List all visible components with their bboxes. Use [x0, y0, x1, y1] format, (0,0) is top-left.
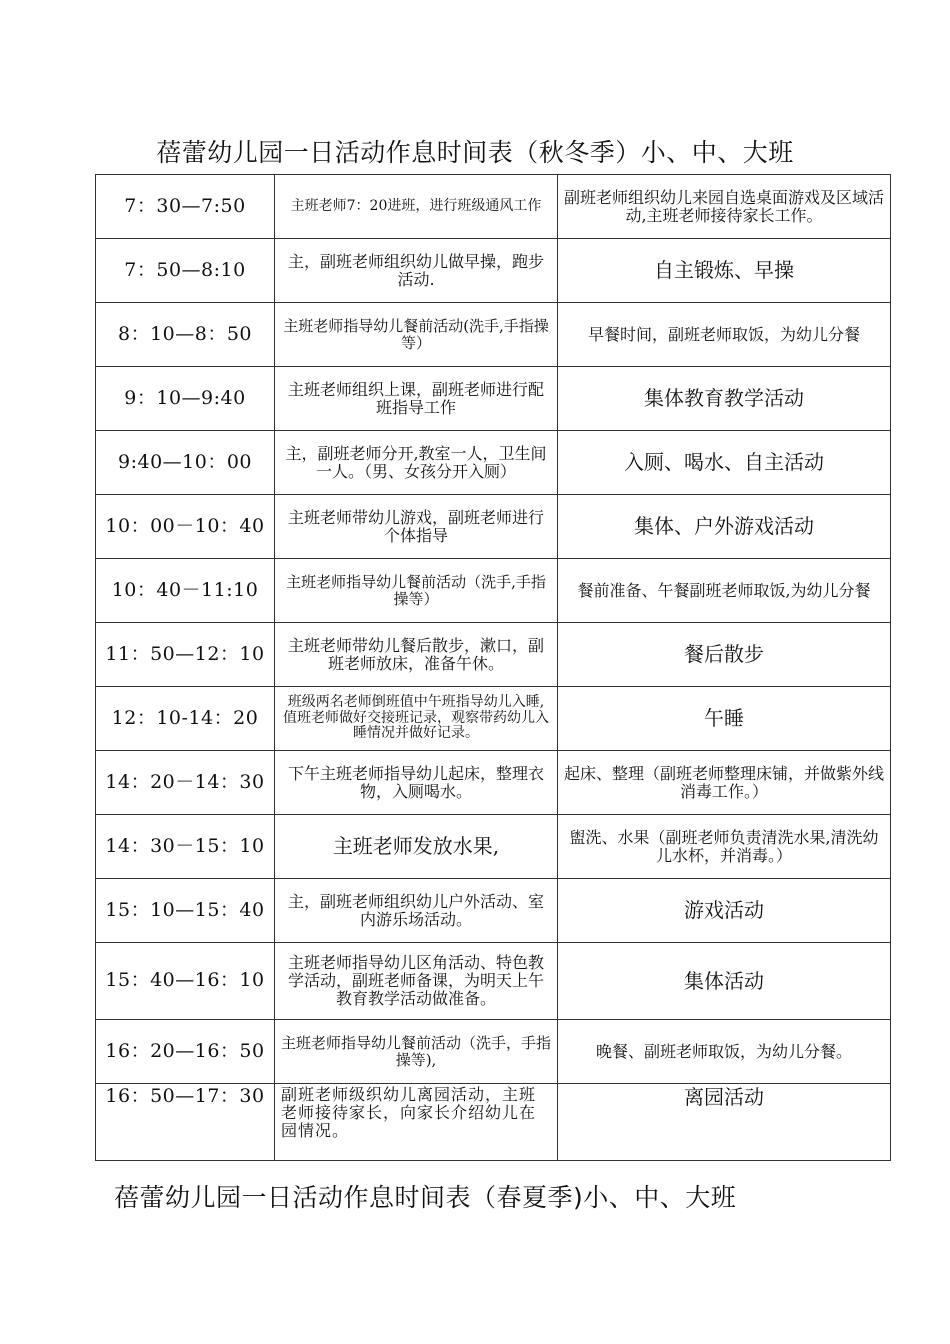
activity-cell: 集体、户外游戏活动 [558, 495, 891, 559]
main-teacher-cell: 主班老师指导幼儿餐前活动（洗手,手指操等） [275, 559, 558, 623]
time-cell: 16：50—17：30 [96, 1084, 275, 1161]
table-row [96, 815, 891, 879]
page-title-spring-summer: 蓓蕾幼儿园一日活动作息时间表（春夏季)小、中、大班 [114, 1183, 737, 1212]
table-row [96, 175, 891, 239]
time-cell: 16：20—16：50 [96, 1020, 275, 1084]
activity-cell: 游戏活动 [558, 879, 891, 943]
time-cell: 15：40—16：10 [96, 943, 275, 1020]
time-cell: 9：10—9:40 [96, 367, 275, 431]
main-teacher-cell: 主，副班老师组织幼儿户外活动、室内游乐场活动。 [275, 879, 558, 943]
time-cell: 10：00－10：40 [96, 495, 275, 559]
table-row [96, 367, 891, 431]
table-row [96, 239, 891, 303]
table-row [96, 1020, 891, 1084]
main-teacher-cell: 主班老师组织上课，副班老师进行配班指导工作 [275, 367, 558, 431]
time-cell: 11：50—12：10 [96, 623, 275, 687]
activity-cell: 集体教育教学活动 [558, 367, 891, 431]
time-cell: 14：20－14：30 [96, 751, 275, 815]
activity-cell: 起床、整理（副班老师整理床铺，并做紫外线消毒工作。） [558, 751, 891, 815]
main-teacher-cell: 主班老师带幼儿餐后散步，漱口，副班老师放床，准备午休。 [275, 623, 558, 687]
table-row [96, 687, 891, 751]
time-cell: 7：50—8:10 [96, 239, 275, 303]
main-teacher-cell: 主班老师指导幼儿区角活动、特色教学活动，副班老师备课，为明天上午教育教学活动做准备。 [275, 943, 558, 1020]
activity-cell: 早餐时间，副班老师取饭，为幼儿分餐 [558, 303, 891, 367]
table-row [96, 559, 891, 623]
activity-cell: 离园活动 [558, 1084, 891, 1161]
activity-cell: 集体活动 [558, 943, 891, 1020]
table-row [96, 1084, 891, 1161]
table-row [96, 303, 891, 367]
activity-cell: 副班老师组织幼儿来园自选桌面游戏及区域活动,主班老师接待家长工作。 [558, 175, 891, 239]
page-title-autumn-winter: 蓓蕾幼儿园一日活动作息时间表（秋冬季）小、中、大班 [156, 138, 794, 167]
main-teacher-cell: 主，副班老师分开,教室一人，卫生间一人。（男、女孩分开入厕） [275, 431, 558, 495]
time-cell: 14：30－15：10 [96, 815, 275, 879]
main-teacher-cell: 主班老师指导幼儿餐前活动（洗手，手指操等), [275, 1020, 558, 1084]
main-teacher-cell: 主班老师指导幼儿餐前活动(洗手,手指操等） [275, 303, 558, 367]
time-cell: 15：10—15：40 [96, 879, 275, 943]
time-cell: 9:40—10：00 [96, 431, 275, 495]
activity-cell: 餐后散步 [558, 623, 891, 687]
table-row [96, 623, 891, 687]
time-cell: 7：30—7:50 [96, 175, 275, 239]
time-cell: 8：10—8：50 [96, 303, 275, 367]
time-cell: 12：10-14：20 [96, 687, 275, 751]
table-row [96, 431, 891, 495]
activity-cell: 盥洗、水果（副班老师负责清洗水果,清洗幼儿水杯，并消毒。） [558, 815, 891, 879]
table-row [96, 751, 891, 815]
activity-cell: 自主锻炼、早操 [558, 239, 891, 303]
table-row [96, 495, 891, 559]
activity-cell: 入厕、喝水、自主活动 [558, 431, 891, 495]
table-row [96, 879, 891, 943]
main-teacher-cell: 班级两名老师倒班值中午班指导幼儿入睡,值班老师做好交接班记录，观察带药幼儿入睡情况并做好记录。 [275, 687, 558, 751]
main-teacher-cell: 主班老师带幼儿游戏，副班老师进行个体指导 [275, 495, 558, 559]
activity-cell: 晚餐、副班老师取饭，为幼儿分餐。 [558, 1020, 891, 1084]
main-teacher-cell: 主，副班老师组织幼儿做早操，跑步活动. [275, 239, 558, 303]
schedule-table [95, 174, 891, 1161]
time-cell: 10：40－11:10 [96, 559, 275, 623]
activity-cell: 午睡 [558, 687, 891, 751]
table-row [96, 943, 891, 1020]
main-teacher-cell: 下午主班老师指导幼儿起床，整理衣物，入厕喝水。 [275, 751, 558, 815]
main-teacher-cell: 副班老师级织幼儿离园活动，主班老师接待家长，向家长介绍幼儿在园情况。 [275, 1084, 558, 1161]
main-teacher-cell: 主班老师发放水果, [275, 815, 558, 879]
activity-cell: 餐前准备、午餐副班老师取饭,为幼儿分餐 [558, 559, 891, 623]
main-teacher-cell: 主班老师7：20进班，进行班级通风工作 [275, 175, 558, 239]
